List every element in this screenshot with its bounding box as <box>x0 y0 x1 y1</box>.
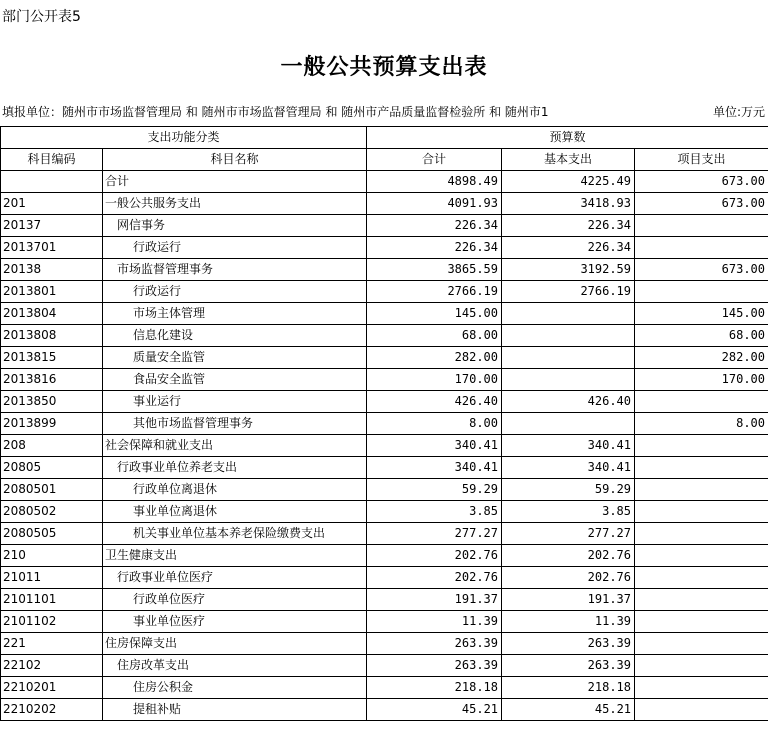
cell-project: 673.00 <box>635 193 768 215</box>
currency-unit: 单位:万元 <box>712 105 765 119</box>
cell-project <box>635 215 768 237</box>
cell-project: 8.00 <box>635 413 768 435</box>
cell-project <box>635 699 768 721</box>
table-row <box>1 237 768 259</box>
header-project: 项目支出 <box>635 149 768 171</box>
cell-basic: 3.85 <box>502 501 635 523</box>
table-row <box>1 501 768 523</box>
cell-total: 426.40 <box>367 391 502 413</box>
header-row <box>1 149 768 171</box>
cell-name: 事业单位离退休 <box>103 501 367 523</box>
cell-project: 282.00 <box>635 347 768 369</box>
cell-basic: 426.40 <box>502 391 635 413</box>
table-row <box>1 677 768 699</box>
cell-project <box>635 545 768 567</box>
table-row <box>1 633 768 655</box>
table-row <box>1 413 768 435</box>
cell-total: 2766.19 <box>367 281 502 303</box>
cell-project: 170.00 <box>635 369 768 391</box>
cell-code <box>1 171 103 193</box>
cell-basic: 340.41 <box>502 457 635 479</box>
cell-basic: 11.39 <box>502 611 635 633</box>
cell-code: 2013815 <box>1 347 103 369</box>
cell-project: 145.00 <box>635 303 768 325</box>
cell-basic <box>502 325 635 347</box>
cell-total: 282.00 <box>367 347 502 369</box>
cell-project <box>635 237 768 259</box>
cell-project <box>635 567 768 589</box>
cell-total: 202.76 <box>367 545 502 567</box>
cell-basic <box>502 413 635 435</box>
cell-name: 行政事业单位养老支出 <box>103 457 367 479</box>
cell-code: 2080505 <box>1 523 103 545</box>
cell-basic: 191.37 <box>502 589 635 611</box>
cell-name: 行政单位医疗 <box>103 589 367 611</box>
cell-basic: 3192.59 <box>502 259 635 281</box>
cell-total: 4091.93 <box>367 193 502 215</box>
cell-name: 其他市场监督管理事务 <box>103 413 367 435</box>
cell-name: 提租补贴 <box>103 699 367 721</box>
cell-name: 行政事业单位医疗 <box>103 567 367 589</box>
table-row <box>1 699 768 721</box>
cell-project <box>635 435 768 457</box>
cell-name: 社会保障和就业支出 <box>103 435 367 457</box>
cell-code: 2013808 <box>1 325 103 347</box>
cell-total: 145.00 <box>367 303 502 325</box>
cell-project: 68.00 <box>635 325 768 347</box>
cell-project: 673.00 <box>635 171 768 193</box>
cell-basic: 226.34 <box>502 215 635 237</box>
table-row <box>1 589 768 611</box>
cell-total: 226.34 <box>367 215 502 237</box>
cell-code: 221 <box>1 633 103 655</box>
table-row <box>1 457 768 479</box>
cell-code: 20137 <box>1 215 103 237</box>
cell-name: 卫生健康支出 <box>103 545 367 567</box>
cell-total: 226.34 <box>367 237 502 259</box>
cell-name: 住房保障支出 <box>103 633 367 655</box>
cell-total: 3.85 <box>367 501 502 523</box>
cell-name: 市场监督管理事务 <box>103 259 367 281</box>
cell-name: 信息化建设 <box>103 325 367 347</box>
cell-code: 2013899 <box>1 413 103 435</box>
cell-name: 机关事业单位基本养老保险缴费支出 <box>103 523 367 545</box>
cell-name: 事业单位医疗 <box>103 611 367 633</box>
header-group-row <box>1 127 768 149</box>
table-row <box>1 479 768 501</box>
cell-basic: 2766.19 <box>502 281 635 303</box>
cell-basic: 218.18 <box>502 677 635 699</box>
header-basic: 基本支出 <box>502 149 635 171</box>
cell-total: 340.41 <box>367 435 502 457</box>
cell-name: 事业运行 <box>103 391 367 413</box>
cell-code: 20138 <box>1 259 103 281</box>
cell-basic: 277.27 <box>502 523 635 545</box>
cell-total: 4898.49 <box>367 171 502 193</box>
cell-name: 一般公共服务支出 <box>103 193 367 215</box>
cell-basic: 59.29 <box>502 479 635 501</box>
cell-total: 340.41 <box>367 457 502 479</box>
cell-code: 2013804 <box>1 303 103 325</box>
cell-code: 2080501 <box>1 479 103 501</box>
header-category: 支出功能分类 <box>1 127 367 149</box>
document-label: 部门公开表5 <box>2 9 81 25</box>
table-row <box>1 435 768 457</box>
cell-name: 住房改革支出 <box>103 655 367 677</box>
cell-name: 行政单位离退休 <box>103 479 367 501</box>
table-row <box>1 171 768 193</box>
cell-project <box>635 457 768 479</box>
cell-name: 网信事务 <box>103 215 367 237</box>
cell-project <box>635 523 768 545</box>
cell-total: 3865.59 <box>367 259 502 281</box>
cell-total: 263.39 <box>367 633 502 655</box>
table-row <box>1 303 768 325</box>
table-row <box>1 281 768 303</box>
cell-basic: 226.34 <box>502 237 635 259</box>
cell-total: 263.39 <box>367 655 502 677</box>
cell-total: 170.00 <box>367 369 502 391</box>
cell-basic: 263.39 <box>502 655 635 677</box>
cell-code: 2101102 <box>1 611 103 633</box>
cell-code: 2080502 <box>1 501 103 523</box>
cell-basic: 340.41 <box>502 435 635 457</box>
cell-code: 2013816 <box>1 369 103 391</box>
cell-name: 行政运行 <box>103 281 367 303</box>
cell-name: 合计 <box>103 171 367 193</box>
budget-table <box>0 126 768 721</box>
table-row <box>1 545 768 567</box>
table-row <box>1 215 768 237</box>
table-row <box>1 655 768 677</box>
cell-code: 201 <box>1 193 103 215</box>
table-row <box>1 369 768 391</box>
cell-basic <box>502 369 635 391</box>
cell-code: 2210201 <box>1 677 103 699</box>
cell-name: 食品安全监管 <box>103 369 367 391</box>
header-name: 科目名称 <box>103 149 367 171</box>
cell-project <box>635 281 768 303</box>
cell-code: 21011 <box>1 567 103 589</box>
cell-basic: 202.76 <box>502 567 635 589</box>
cell-total: 68.00 <box>367 325 502 347</box>
cell-total: 59.29 <box>367 479 502 501</box>
cell-total: 218.18 <box>367 677 502 699</box>
header-budget: 预算数 <box>367 127 768 149</box>
cell-basic: 4225.49 <box>502 171 635 193</box>
cell-name: 质量安全监管 <box>103 347 367 369</box>
cell-code: 2210202 <box>1 699 103 721</box>
cell-code: 208 <box>1 435 103 457</box>
table-row <box>1 325 768 347</box>
cell-project <box>635 501 768 523</box>
cell-basic <box>502 347 635 369</box>
cell-total: 277.27 <box>367 523 502 545</box>
cell-code: 2013701 <box>1 237 103 259</box>
header-total: 合计 <box>367 149 502 171</box>
page-title: 一般公共预算支出表 <box>280 55 488 80</box>
header-code: 科目编码 <box>1 149 103 171</box>
cell-project <box>635 611 768 633</box>
cell-project <box>635 479 768 501</box>
cell-code: 22102 <box>1 655 103 677</box>
table-row <box>1 523 768 545</box>
cell-total: 45.21 <box>367 699 502 721</box>
table-row <box>1 567 768 589</box>
table-row <box>1 259 768 281</box>
cell-basic: 45.21 <box>502 699 635 721</box>
cell-code: 210 <box>1 545 103 567</box>
cell-project <box>635 391 768 413</box>
cell-code: 20805 <box>1 457 103 479</box>
cell-name: 市场主体管理 <box>103 303 367 325</box>
cell-project <box>635 655 768 677</box>
cell-code: 2013801 <box>1 281 103 303</box>
cell-name: 行政运行 <box>103 237 367 259</box>
filling-unit: 填报单位：随州市市场监督管理局 和 随州市市场监督管理局 和 随州市产品质量监督检验所 和 随州市1 <box>2 105 549 119</box>
cell-total: 11.39 <box>367 611 502 633</box>
cell-basic: 202.76 <box>502 545 635 567</box>
cell-project <box>635 633 768 655</box>
cell-basic: 263.39 <box>502 633 635 655</box>
cell-name: 住房公积金 <box>103 677 367 699</box>
cell-code: 2101101 <box>1 589 103 611</box>
table-body <box>1 171 768 721</box>
table-row <box>1 611 768 633</box>
cell-total: 8.00 <box>367 413 502 435</box>
cell-project <box>635 589 768 611</box>
cell-total: 202.76 <box>367 567 502 589</box>
cell-basic <box>502 303 635 325</box>
cell-total: 191.37 <box>367 589 502 611</box>
cell-project <box>635 677 768 699</box>
table-row <box>1 347 768 369</box>
cell-project: 673.00 <box>635 259 768 281</box>
cell-code: 2013850 <box>1 391 103 413</box>
table-row <box>1 193 768 215</box>
table-row <box>1 391 768 413</box>
cell-basic: 3418.93 <box>502 193 635 215</box>
